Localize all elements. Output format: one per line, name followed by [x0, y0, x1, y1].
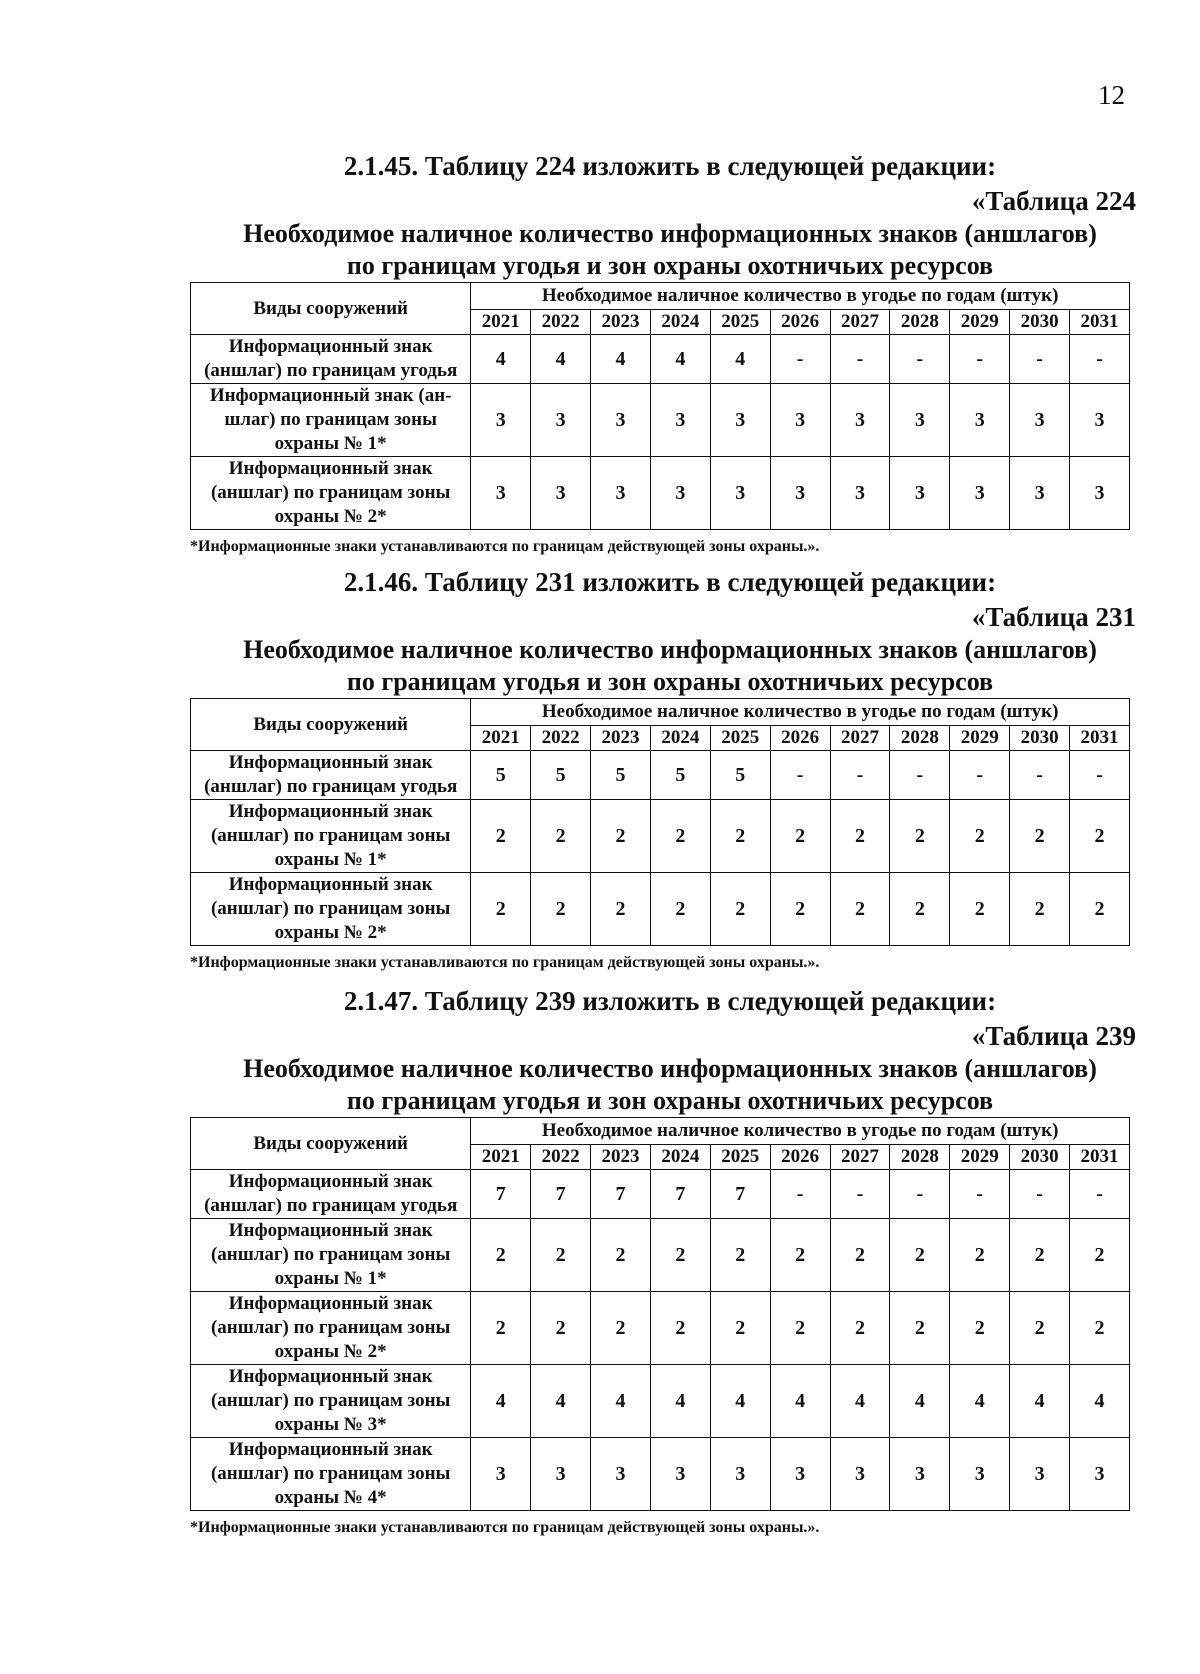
row-kind-line: Информационный знак: [228, 752, 433, 773]
value-cell: 5: [531, 751, 591, 800]
table-row: [191, 1219, 1130, 1292]
value-cell: 4: [1070, 1365, 1130, 1438]
value-cell: 5: [650, 751, 710, 800]
year-header: 2024: [650, 310, 710, 335]
table-row: [191, 873, 1130, 946]
value-cell: 7: [591, 1170, 651, 1219]
value-cell: 2: [1010, 1292, 1070, 1365]
row-kind-cell: [191, 1292, 471, 1365]
value-cell: 2: [830, 873, 890, 946]
column-header-kind: Виды сооружений: [191, 1118, 471, 1170]
row-kind-line: Информационный знак: [228, 458, 433, 479]
value-cell: -: [950, 335, 1010, 384]
value-cell: -: [950, 1170, 1010, 1219]
row-kind-line: охраны № 3*: [274, 1414, 387, 1435]
year-header: 2031: [1070, 726, 1130, 751]
value-cell: 3: [471, 457, 531, 530]
year-header: 2022: [531, 726, 591, 751]
value-cell: -: [1070, 335, 1130, 384]
value-cell: 2: [1070, 1219, 1130, 1292]
year-header: 2028: [890, 310, 950, 335]
table-row: [191, 1170, 1130, 1219]
value-cell: 2: [1010, 873, 1070, 946]
value-cell: -: [830, 751, 890, 800]
value-cell: 2: [830, 1292, 890, 1365]
value-cell: 3: [1010, 457, 1070, 530]
row-kind-line: (аншлаг) по границам угодья: [204, 1195, 458, 1216]
value-cell: 4: [770, 1365, 830, 1438]
value-cell: 2: [650, 800, 710, 873]
year-header: 2024: [650, 1145, 710, 1170]
amendment-section-224: [190, 148, 1136, 556]
row-kind-line: (аншлаг) по границам угодья: [204, 360, 458, 381]
value-cell: 2: [591, 1219, 651, 1292]
value-cell: 3: [531, 457, 591, 530]
value-cell: -: [890, 335, 950, 384]
value-cell: 2: [710, 1292, 770, 1365]
value-cell: 2: [1070, 800, 1130, 873]
year-header: 2021: [471, 1145, 531, 1170]
year-header: 2027: [830, 310, 890, 335]
value-cell: 3: [591, 384, 651, 457]
amendment-heading: 2.1.46. Таблицу 231 изложить в следующей редакции:: [343, 567, 997, 597]
table-title-line-2: по границам угодья и зон охраны охотничьих ресурсов: [346, 667, 994, 696]
table-footnote: *Информационные знаки устанавливаются по границам действующей зоны охраны.».: [190, 538, 820, 555]
value-cell: 3: [1010, 1438, 1070, 1511]
table-row: [191, 1438, 1130, 1511]
value-cell: 2: [770, 1292, 830, 1365]
value-cell: -: [770, 751, 830, 800]
value-cell: -: [770, 1170, 830, 1219]
table-row: [191, 751, 1130, 800]
value-cell: 4: [531, 1365, 591, 1438]
value-cell: 4: [710, 1365, 770, 1438]
value-cell: 3: [890, 384, 950, 457]
value-cell: 2: [591, 1292, 651, 1365]
value-cell: 3: [650, 384, 710, 457]
table-footnote: *Информационные знаки устанавливаются по границам действующей зоны охраны.».: [190, 954, 820, 971]
value-cell: 2: [710, 873, 770, 946]
value-cell: 3: [531, 384, 591, 457]
value-cell: 3: [471, 384, 531, 457]
table-row: [191, 1365, 1130, 1438]
year-header: 2031: [1070, 1145, 1130, 1170]
value-cell: 3: [1070, 1438, 1130, 1511]
row-kind-line: охраны № 1*: [274, 849, 387, 870]
year-header: 2022: [531, 1145, 591, 1170]
row-kind-line: (аншлаг) по границам зоны: [210, 1317, 451, 1338]
value-cell: 3: [770, 384, 830, 457]
data-table: [190, 698, 1130, 946]
value-cell: 3: [890, 1438, 950, 1511]
data-table: [190, 1117, 1130, 1511]
value-cell: 4: [650, 1365, 710, 1438]
value-cell: 4: [471, 1365, 531, 1438]
year-header: 2030: [1010, 1145, 1070, 1170]
value-cell: 5: [591, 751, 651, 800]
value-cell: 5: [710, 751, 770, 800]
column-header-kind: Виды сооружений: [191, 283, 471, 335]
row-kind-line: (аншлаг) по границам зоны: [210, 825, 451, 846]
value-cell: 2: [950, 1292, 1010, 1365]
value-cell: 2: [770, 800, 830, 873]
column-header-group: Необходимое наличное количество в угодье по годам (штук): [471, 699, 1130, 726]
value-cell: 3: [950, 384, 1010, 457]
year-header: 2029: [950, 726, 1010, 751]
value-cell: 3: [770, 457, 830, 530]
value-cell: 5: [471, 751, 531, 800]
amendment-section-239: [190, 983, 1136, 1537]
table-row: [191, 1292, 1130, 1365]
value-cell: -: [1010, 1170, 1070, 1219]
value-cell: 3: [710, 1438, 770, 1511]
value-cell: 3: [950, 1438, 1010, 1511]
table-footnote: *Информационные знаки устанавливаются по границам действующей зоны охраны.».: [190, 1519, 820, 1536]
row-kind-cell: [191, 1438, 471, 1511]
amendment-heading: 2.1.47. Таблицу 239 изложить в следующей редакции:: [343, 986, 997, 1016]
year-header: 2030: [1010, 310, 1070, 335]
row-kind-cell: [191, 751, 471, 800]
value-cell: 3: [1070, 384, 1130, 457]
value-cell: 7: [531, 1170, 591, 1219]
year-header: 2028: [890, 726, 950, 751]
row-kind-line: Информационный знак: [228, 1220, 433, 1241]
value-cell: -: [1010, 335, 1070, 384]
year-header: 2026: [770, 310, 830, 335]
value-cell: 7: [650, 1170, 710, 1219]
year-header: 2029: [950, 1145, 1010, 1170]
value-cell: 7: [710, 1170, 770, 1219]
value-cell: 4: [650, 335, 710, 384]
value-cell: 3: [830, 1438, 890, 1511]
row-kind-line: (аншлаг) по границам угодья: [204, 776, 458, 797]
column-header-group: Необходимое наличное количество в угодье по годам (штук): [471, 283, 1130, 310]
value-cell: 2: [531, 873, 591, 946]
value-cell: 4: [531, 335, 591, 384]
row-kind-cell: [191, 800, 471, 873]
page-number: 12: [1098, 80, 1125, 110]
year-header: 2025: [710, 310, 770, 335]
year-header: 2023: [591, 1145, 651, 1170]
value-cell: 2: [890, 873, 950, 946]
value-cell: 3: [650, 457, 710, 530]
amendment-heading: 2.1.45. Таблицу 224 изложить в следующей редакции:: [343, 151, 997, 181]
value-cell: 2: [1070, 1292, 1130, 1365]
value-cell: 3: [770, 1438, 830, 1511]
row-kind-line: (аншлаг) по границам зоны: [210, 1390, 451, 1411]
value-cell: 2: [950, 1219, 1010, 1292]
table-number-label: «Таблица 239: [971, 1021, 1136, 1051]
value-cell: 3: [591, 457, 651, 530]
value-cell: 4: [591, 1365, 651, 1438]
row-kind-line: (аншлаг) по границам зоны: [210, 898, 451, 919]
value-cell: 2: [591, 873, 651, 946]
row-kind-line: охраны № 2*: [274, 506, 387, 527]
column-header-kind: Виды сооружений: [191, 699, 471, 751]
value-cell: 2: [531, 800, 591, 873]
value-cell: 2: [531, 1219, 591, 1292]
value-cell: 2: [830, 800, 890, 873]
row-kind-cell: [191, 873, 471, 946]
value-cell: 2: [710, 1219, 770, 1292]
year-header: 2027: [830, 1145, 890, 1170]
row-kind-line: Информационный знак (ан-: [209, 385, 452, 406]
value-cell: -: [890, 751, 950, 800]
value-cell: 2: [471, 873, 531, 946]
value-cell: 2: [471, 1292, 531, 1365]
value-cell: 4: [471, 335, 531, 384]
year-header: 2021: [471, 310, 531, 335]
year-header: 2021: [471, 726, 531, 751]
value-cell: 3: [830, 384, 890, 457]
value-cell: 2: [531, 1292, 591, 1365]
value-cell: 3: [830, 457, 890, 530]
year-header: 2029: [950, 310, 1010, 335]
value-cell: 4: [1010, 1365, 1070, 1438]
value-cell: 2: [650, 1292, 710, 1365]
value-cell: 2: [471, 800, 531, 873]
row-kind-line: Информационный знак: [228, 1366, 433, 1387]
value-cell: 3: [950, 457, 1010, 530]
row-kind-line: Информационный знак: [228, 1293, 433, 1314]
value-cell: 2: [591, 800, 651, 873]
year-header: 2023: [591, 310, 651, 335]
row-kind-line: охраны № 1*: [274, 1268, 387, 1289]
year-header: 2025: [710, 726, 770, 751]
value-cell: 4: [890, 1365, 950, 1438]
table-row: [191, 457, 1130, 530]
row-kind-line: Информационный знак: [228, 801, 433, 822]
table-title-line-1: Необходимое наличное количество информационных знаков (аншлагов): [243, 219, 1097, 248]
data-table: [190, 282, 1130, 530]
value-cell: 2: [950, 800, 1010, 873]
year-header: 2026: [770, 1145, 830, 1170]
row-kind-line: охраны № 2*: [274, 922, 387, 943]
row-kind-line: шлаг) по границам зоны: [224, 409, 437, 430]
value-cell: 3: [890, 457, 950, 530]
value-cell: 4: [950, 1365, 1010, 1438]
year-header: 2022: [531, 310, 591, 335]
table-row: [191, 800, 1130, 873]
year-header: 2030: [1010, 726, 1070, 751]
value-cell: -: [1070, 751, 1130, 800]
value-cell: -: [830, 1170, 890, 1219]
value-cell: 2: [1010, 1219, 1070, 1292]
year-header: 2027: [830, 726, 890, 751]
value-cell: 7: [471, 1170, 531, 1219]
value-cell: 2: [890, 800, 950, 873]
header-row: [191, 1118, 1130, 1145]
table-number-label: «Таблица 231: [971, 602, 1136, 632]
value-cell: -: [830, 335, 890, 384]
header-row: [191, 699, 1130, 726]
year-header: 2028: [890, 1145, 950, 1170]
value-cell: 3: [1010, 384, 1070, 457]
value-cell: 2: [830, 1219, 890, 1292]
value-cell: 3: [1070, 457, 1130, 530]
row-kind-line: охраны № 1*: [274, 433, 387, 454]
value-cell: 2: [890, 1219, 950, 1292]
row-kind-line: (аншлаг) по границам зоны: [210, 482, 451, 503]
value-cell: 4: [591, 335, 651, 384]
row-kind-line: Информационный знак: [228, 1171, 433, 1192]
value-cell: 3: [710, 384, 770, 457]
value-cell: 3: [710, 457, 770, 530]
table-title-line-1: Необходимое наличное количество информационных знаков (аншлагов): [243, 635, 1097, 664]
value-cell: 2: [650, 1219, 710, 1292]
value-cell: 2: [770, 873, 830, 946]
table-title-line-1: Необходимое наличное количество информационных знаков (аншлагов): [243, 1054, 1097, 1083]
row-kind-cell: [191, 457, 471, 530]
value-cell: -: [1010, 751, 1070, 800]
row-kind-line: охраны № 4*: [274, 1487, 387, 1508]
value-cell: 2: [1070, 873, 1130, 946]
table-row: [191, 384, 1130, 457]
row-kind-line: охраны № 2*: [274, 1341, 387, 1362]
table-title-line-2: по границам угодья и зон охраны охотничьих ресурсов: [346, 251, 994, 280]
value-cell: 4: [830, 1365, 890, 1438]
value-cell: 2: [1010, 800, 1070, 873]
value-cell: 2: [950, 873, 1010, 946]
row-kind-line: Информационный знак: [228, 336, 433, 357]
value-cell: 3: [471, 1438, 531, 1511]
value-cell: 3: [591, 1438, 651, 1511]
value-cell: -: [770, 335, 830, 384]
table-number-label: «Таблица 224: [971, 186, 1136, 216]
amendment-section-231: [190, 564, 1136, 972]
row-kind-line: (аншлаг) по границам зоны: [210, 1244, 451, 1265]
row-kind-cell: [191, 335, 471, 384]
value-cell: 2: [710, 800, 770, 873]
value-cell: 3: [531, 1438, 591, 1511]
value-cell: -: [890, 1170, 950, 1219]
header-row: [191, 283, 1130, 310]
year-header: 2025: [710, 1145, 770, 1170]
year-header: 2026: [770, 726, 830, 751]
year-header: 2024: [650, 726, 710, 751]
row-kind-line: Информационный знак: [228, 1439, 433, 1460]
value-cell: 2: [890, 1292, 950, 1365]
row-kind-line: (аншлаг) по границам зоны: [210, 1463, 451, 1484]
row-kind-cell: [191, 1170, 471, 1219]
year-header: 2031: [1070, 310, 1130, 335]
year-header: 2023: [591, 726, 651, 751]
value-cell: 4: [710, 335, 770, 384]
value-cell: -: [950, 751, 1010, 800]
value-cell: 2: [650, 873, 710, 946]
table-title-line-2: по границам угодья и зон охраны охотничьих ресурсов: [346, 1086, 994, 1115]
row-kind-line: Информационный знак: [228, 874, 433, 895]
row-kind-cell: [191, 1365, 471, 1438]
row-kind-cell: [191, 384, 471, 457]
table-row: [191, 335, 1130, 384]
value-cell: -: [1070, 1170, 1130, 1219]
row-kind-cell: [191, 1219, 471, 1292]
value-cell: 3: [650, 1438, 710, 1511]
value-cell: 2: [770, 1219, 830, 1292]
column-header-group: Необходимое наличное количество в угодье по годам (штук): [471, 1118, 1130, 1145]
value-cell: 2: [471, 1219, 531, 1292]
